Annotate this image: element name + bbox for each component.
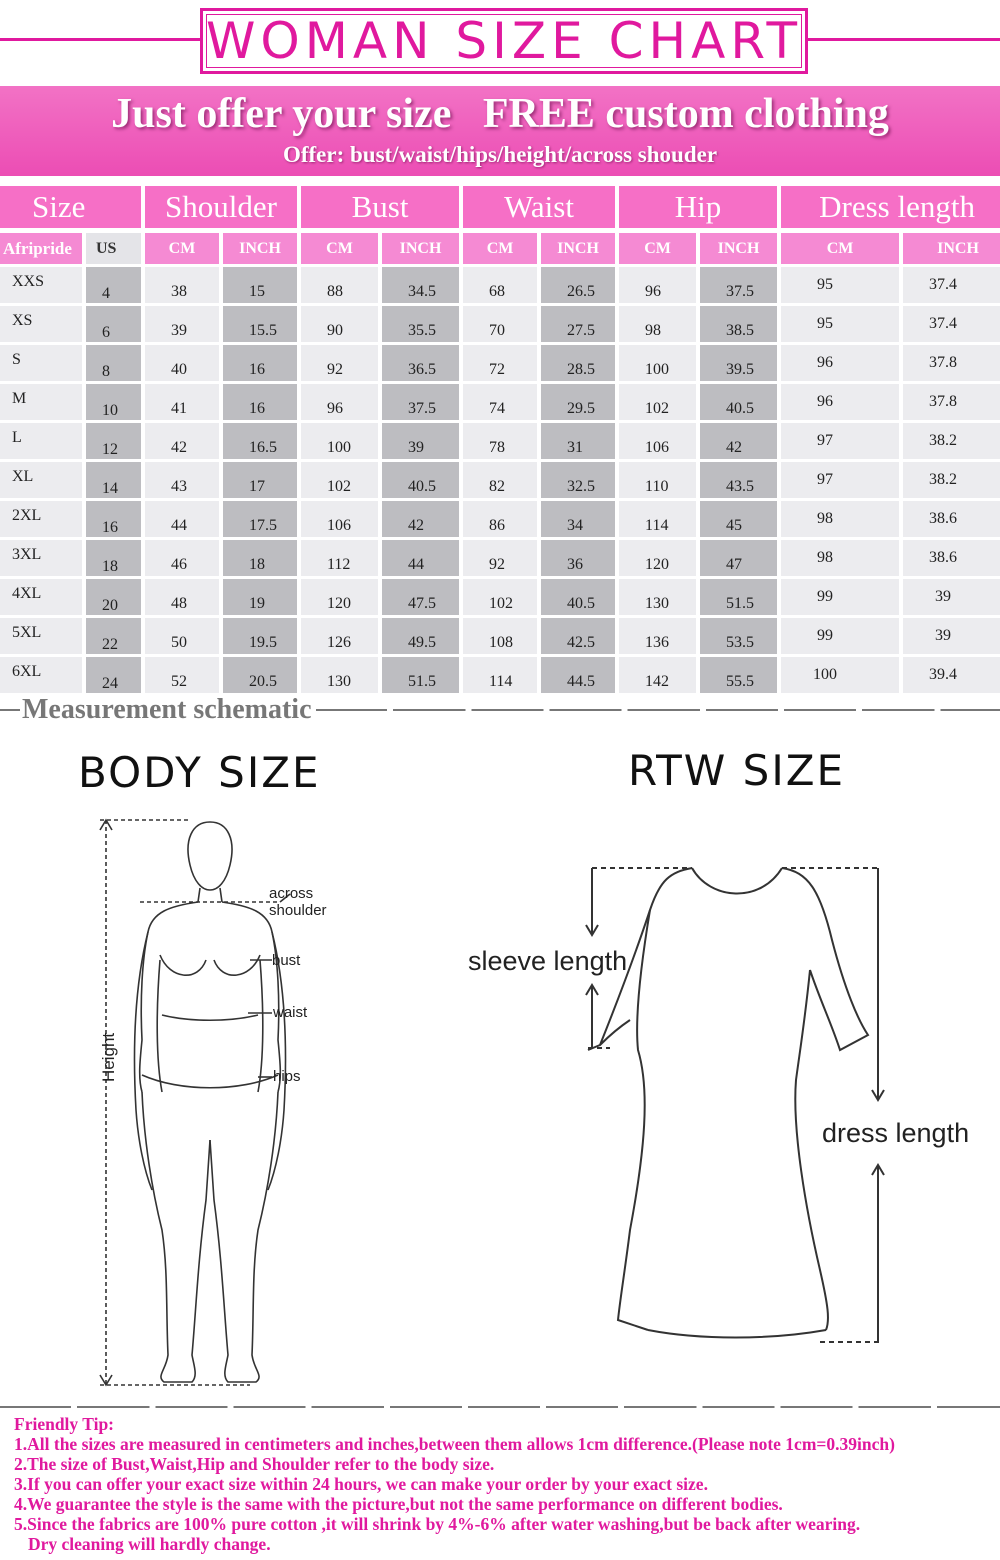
unit-header-cm: CM xyxy=(463,233,537,264)
table-cell: 3XL xyxy=(0,540,82,576)
banner-subline: Offer: bust/waist/hips/height/across shouder xyxy=(282,142,718,167)
table-cell: 48 xyxy=(145,579,219,615)
table-cell: 19.5 xyxy=(223,618,297,654)
table-cell: 53.5 xyxy=(700,618,777,654)
group-header-waist: Waist xyxy=(463,186,615,230)
size-table xyxy=(0,183,1000,696)
table-cell: 24 xyxy=(86,657,141,693)
table-cell: 38.2 xyxy=(903,462,1000,498)
title-frame xyxy=(200,8,808,74)
group-header-row xyxy=(0,186,1000,230)
table-cell: 29.5 xyxy=(541,384,615,420)
friendly-tips xyxy=(14,1414,994,1554)
table-cell: 52 xyxy=(145,657,219,693)
table-cell: 102 xyxy=(463,579,537,615)
group-header-hip: Hip xyxy=(619,186,777,230)
table-cell: 136 xyxy=(619,618,696,654)
offer-banner xyxy=(0,86,1000,176)
table-cell: 26.5 xyxy=(541,267,615,303)
table-cell: 12 xyxy=(86,423,141,459)
table-cell: S xyxy=(0,345,82,381)
table-cell: 36 xyxy=(541,540,615,576)
table-cell: 78 xyxy=(463,423,537,459)
table-cell: 120 xyxy=(301,579,378,615)
table-cell: 40.5 xyxy=(541,579,615,615)
table-cell: 34 xyxy=(541,501,615,537)
table-cell: 6XL xyxy=(0,657,82,693)
table-cell: 43 xyxy=(145,462,219,498)
table-cell: 100 xyxy=(301,423,378,459)
table-cell: 114 xyxy=(619,501,696,537)
table-cell: 34.5 xyxy=(382,267,459,303)
table-cell: 40.5 xyxy=(382,462,459,498)
table-cell: 16 xyxy=(223,345,297,381)
table-cell: 28.5 xyxy=(541,345,615,381)
table-cell: 90 xyxy=(301,306,378,342)
table-cell: 100 xyxy=(619,345,696,381)
label-waist: waist xyxy=(273,1004,308,1021)
table-cell: M xyxy=(0,384,82,420)
label-hips: hips xyxy=(273,1068,301,1085)
table-cell: 55.5 xyxy=(700,657,777,693)
table-cell: 38.6 xyxy=(903,540,1000,576)
table-row xyxy=(0,579,1000,615)
table-cell: 74 xyxy=(463,384,537,420)
table-cell: 15.5 xyxy=(223,306,297,342)
table-cell: 38.6 xyxy=(903,501,1000,537)
measurement-rule-right xyxy=(316,709,1000,711)
table-cell: 15 xyxy=(223,267,297,303)
table-row xyxy=(0,345,1000,381)
body-figure xyxy=(80,810,380,1400)
label-shoulder: shoulder xyxy=(269,902,327,919)
table-cell: 6 xyxy=(86,306,141,342)
table-cell: 18 xyxy=(223,540,297,576)
unit-header-cm: CM xyxy=(145,233,219,264)
table-cell: 98 xyxy=(781,540,899,576)
unit-header-us: US xyxy=(86,233,141,264)
table-cell: 38 xyxy=(145,267,219,303)
table-cell: 39 xyxy=(382,423,459,459)
table-cell: 70 xyxy=(463,306,537,342)
table-cell: 44 xyxy=(145,501,219,537)
table-cell: 114 xyxy=(463,657,537,693)
table-cell: 17 xyxy=(223,462,297,498)
table-cell: 36.5 xyxy=(382,345,459,381)
table-cell: 37.4 xyxy=(903,267,1000,303)
table-cell: 51.5 xyxy=(382,657,459,693)
table-cell: 95 xyxy=(781,267,899,303)
table-cell: 43.5 xyxy=(700,462,777,498)
unit-header-cm: CM xyxy=(619,233,696,264)
table-cell: 50 xyxy=(145,618,219,654)
tip-line-6: Dry cleaning will hardly change. xyxy=(28,1534,271,1554)
dress-figure xyxy=(460,850,980,1360)
table-cell: 142 xyxy=(619,657,696,693)
table-cell: 40 xyxy=(145,345,219,381)
table-cell: 44 xyxy=(382,540,459,576)
table-cell: 38.5 xyxy=(700,306,777,342)
unit-header-row xyxy=(0,233,1000,264)
table-cell: 40.5 xyxy=(700,384,777,420)
table-cell: 37.5 xyxy=(700,267,777,303)
table-cell: 37.5 xyxy=(382,384,459,420)
table-cell: 72 xyxy=(463,345,537,381)
table-cell: 16 xyxy=(86,501,141,537)
group-header-dress-length: Dress length xyxy=(781,186,1000,230)
size-table-body xyxy=(0,267,1000,693)
tips-title: Friendly Tip: xyxy=(14,1414,115,1434)
table-cell: 39.5 xyxy=(700,345,777,381)
table-cell: 96 xyxy=(781,384,899,420)
table-cell: 86 xyxy=(463,501,537,537)
tips-divider xyxy=(0,1406,1000,1408)
table-cell: 42.5 xyxy=(541,618,615,654)
measurement-header xyxy=(0,693,1000,727)
table-cell: 35.5 xyxy=(382,306,459,342)
table-cell: 120 xyxy=(619,540,696,576)
table-cell: 14 xyxy=(86,462,141,498)
table-cell: 130 xyxy=(301,657,378,693)
table-cell: 96 xyxy=(301,384,378,420)
measurement-title: Measurement schematic xyxy=(22,694,312,725)
banner-headline: Just offer your size FREE custom clothing xyxy=(111,91,889,137)
group-header-size: Size xyxy=(0,186,141,230)
table-row xyxy=(0,618,1000,654)
table-row xyxy=(0,501,1000,537)
table-cell: 96 xyxy=(781,345,899,381)
table-row xyxy=(0,462,1000,498)
table-row xyxy=(0,423,1000,459)
table-cell: 42 xyxy=(382,501,459,537)
table-cell: 96 xyxy=(619,267,696,303)
table-cell: 22 xyxy=(86,618,141,654)
table-cell: 39 xyxy=(903,618,1000,654)
measurement-rule-left xyxy=(0,709,20,711)
table-cell: 37.8 xyxy=(903,384,1000,420)
table-cell: 100 xyxy=(781,657,899,693)
table-cell: 32.5 xyxy=(541,462,615,498)
table-cell: XL xyxy=(0,462,82,498)
table-cell: 37.8 xyxy=(903,345,1000,381)
table-row xyxy=(0,657,1000,693)
table-cell: 92 xyxy=(301,345,378,381)
label-bust: bust xyxy=(272,952,301,969)
table-cell: 39.4 xyxy=(903,657,1000,693)
label-sleeve-length: sleeve length xyxy=(468,946,628,976)
table-cell: 2XL xyxy=(0,501,82,537)
unit-header-cm: CM xyxy=(781,233,899,264)
table-cell: 5XL xyxy=(0,618,82,654)
table-cell: 37.4 xyxy=(903,306,1000,342)
unit-header-cm: CM xyxy=(301,233,378,264)
table-cell: 88 xyxy=(301,267,378,303)
table-cell: 46 xyxy=(145,540,219,576)
label-dress-length: dress length xyxy=(822,1118,970,1148)
unit-header-inch: INCH xyxy=(541,233,615,264)
table-cell: 112 xyxy=(301,540,378,576)
table-cell: L xyxy=(0,423,82,459)
table-cell: 39 xyxy=(145,306,219,342)
table-cell: 4 xyxy=(86,267,141,303)
table-cell: 92 xyxy=(463,540,537,576)
label-height: Height xyxy=(99,1032,118,1082)
group-header-bust: Bust xyxy=(301,186,459,230)
group-header-shoulder: Shoulder xyxy=(145,186,297,230)
table-cell: 49.5 xyxy=(382,618,459,654)
tip-line-1: 1.All the sizes are measured in centimeters and inches,between them allows 1cm difference.(Please note 1cm=0.39inch) xyxy=(14,1434,895,1454)
table-cell: 98 xyxy=(781,501,899,537)
table-cell: 8 xyxy=(86,345,141,381)
table-cell: 108 xyxy=(463,618,537,654)
table-cell: 98 xyxy=(619,306,696,342)
table-cell: 38.2 xyxy=(903,423,1000,459)
table-cell: 102 xyxy=(301,462,378,498)
table-cell: 102 xyxy=(619,384,696,420)
table-cell: 19 xyxy=(223,579,297,615)
table-cell: 4XL xyxy=(0,579,82,615)
table-row xyxy=(0,267,1000,303)
tip-line-4: 4.We guarantee the style is the same with the picture,but not the same performance on different bodies. xyxy=(14,1494,783,1514)
table-cell: 106 xyxy=(301,501,378,537)
table-cell: 51.5 xyxy=(700,579,777,615)
tip-line-5: 5.Since the fabrics are 100% pure cotton ,it will shrink by 4%-6% after water washing,but be back after wearing. xyxy=(14,1514,861,1534)
tip-line-3: 3.If you can offer your exact size within 24 hours, we can make your order by your exact size. xyxy=(14,1474,708,1494)
table-cell: 130 xyxy=(619,579,696,615)
table-cell: 45 xyxy=(700,501,777,537)
tip-line-2: 2.The size of Bust,Waist,Hip and Shoulder refer to the body size. xyxy=(14,1454,495,1474)
table-cell: 82 xyxy=(463,462,537,498)
table-cell: 16 xyxy=(223,384,297,420)
unit-header-inch: INCH xyxy=(382,233,459,264)
table-cell: 41 xyxy=(145,384,219,420)
unit-header-inch: INCH xyxy=(700,233,777,264)
table-cell: 97 xyxy=(781,423,899,459)
body-size-heading: BODY SIZE xyxy=(78,748,321,797)
table-cell: 68 xyxy=(463,267,537,303)
table-row xyxy=(0,384,1000,420)
table-cell: 110 xyxy=(619,462,696,498)
table-cell: 44.5 xyxy=(541,657,615,693)
table-cell: 10 xyxy=(86,384,141,420)
unit-header-inch: INCH xyxy=(903,233,1000,264)
table-cell: 18 xyxy=(86,540,141,576)
table-cell: XXS xyxy=(0,267,82,303)
table-cell: 17.5 xyxy=(223,501,297,537)
unit-header-inch: INCH xyxy=(223,233,297,264)
table-cell: 20 xyxy=(86,579,141,615)
page-title: WOMAN SIZE CHART xyxy=(205,12,802,70)
table-cell: 99 xyxy=(781,618,899,654)
table-cell: 16.5 xyxy=(223,423,297,459)
table-cell: 39 xyxy=(903,579,1000,615)
table-row xyxy=(0,306,1000,342)
table-cell: 106 xyxy=(619,423,696,459)
table-cell: 27.5 xyxy=(541,306,615,342)
table-cell: 20.5 xyxy=(223,657,297,693)
table-row xyxy=(0,540,1000,576)
table-cell: 126 xyxy=(301,618,378,654)
label-across: across xyxy=(269,885,314,902)
table-cell: 47 xyxy=(700,540,777,576)
table-cell: 99 xyxy=(781,579,899,615)
table-cell: 97 xyxy=(781,462,899,498)
table-cell: XS xyxy=(0,306,82,342)
table-cell: 42 xyxy=(145,423,219,459)
unit-header-afripride: Afripride xyxy=(0,233,82,264)
table-cell: 95 xyxy=(781,306,899,342)
table-cell: 47.5 xyxy=(382,579,459,615)
table-cell: 31 xyxy=(541,423,615,459)
rtw-size-heading: RTW SIZE xyxy=(628,746,846,795)
table-cell: 42 xyxy=(700,423,777,459)
